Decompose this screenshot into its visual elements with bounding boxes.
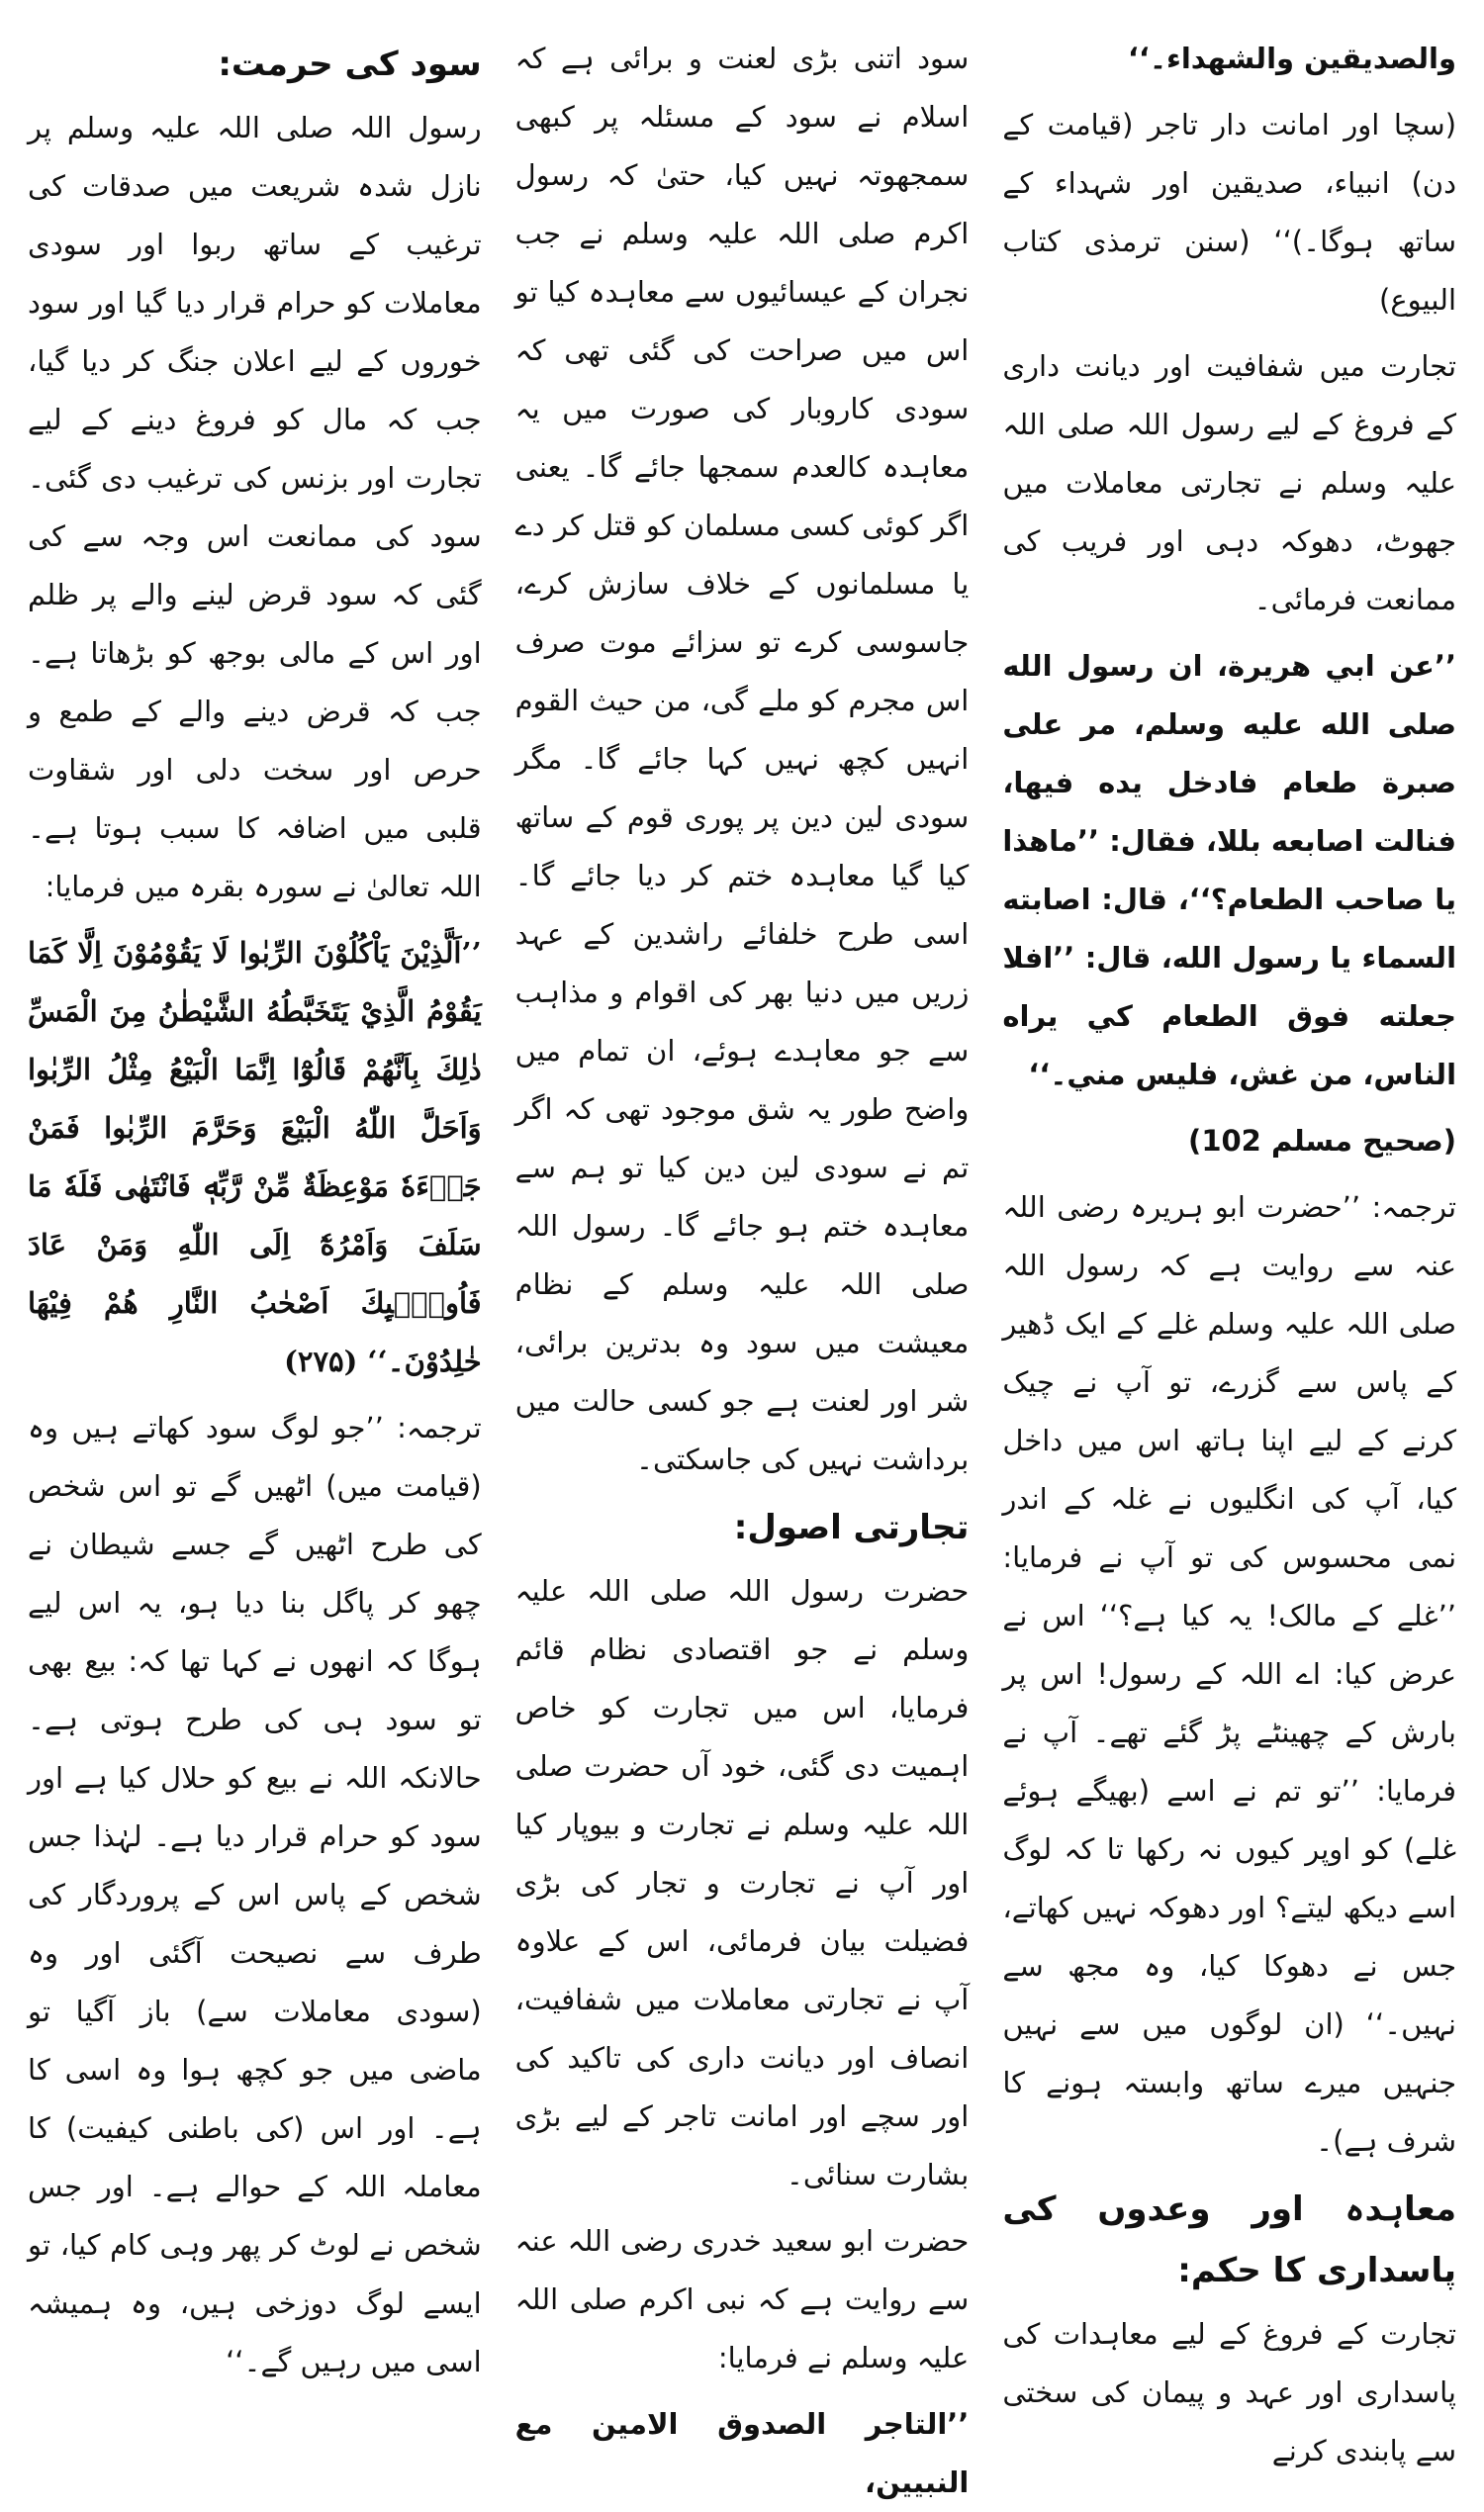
- paragraph: حضرت رسول اللہ صلی اللہ علیہ وسلم نے جو اقتصادی نظام قائم فرمایا، اس میں تجارت کو خاص اہمیت دی گئی، خود آں حضرت صلی اللہ علیہ وسلم نے تجارت و بیوپار کیا اور آپ نے تجارت و تجار کی بڑی فضیلت بیان فرمائی، اس کے علاوہ آپ نے تجارتی معاملات میں شفافیت، انصاف اور دیانت داری کی تاکید کی اور سچے اور امانت تاجر کے لیے بڑی بشارت سنائی۔: [514, 1574, 970, 2191]
- column-right: [28, 30, 482, 2378]
- quran-verse: ’’اَلَّذِيْنَ يَاْكُلُوْنَ الرِّبٰوا لَا يَقُوْمُوْنَ اِلَّا كَمَا يَقُوْمُ الَّذِيْ يَتَخَبَّطُهُ الشَّيْطٰنُ مِنَ الْمَسِّ ذٰلِكَ بِاَنَّهُمْ قَالُوْٓا اِنَّمَا الْبَيْعُ مِثْلُ الرِّبٰوا وَاَحَلَّ اللّٰهُ الْبَيْعَ وَحَرَّمَ الرِّبٰوا فَمَنْ جَاۗءَهٗ مَوْعِظَةٌ مِّنْ رَّبِّهٖ فَانْتَهٰى فَلَهٗ مَا سَلَفَ وَاَمْرُهٗٓ اِلَى اللّٰهِ وَمَنْ عَادَ فَاُولٰۗىِٕكَ اَصْحٰبُ النَّارِ هُمْ فِيْهَا خٰلِدُوْنَ۔‘‘ (۲۷۵): [28, 936, 482, 1378]
- paragraph: (سچا اور امانت دار تاجر (قیامت کے دن) انبیاء، صدیقین اور شہداء کے ساتھ ہوگا۔)‘‘ (سنن ترمذی کتاب البیوع): [1002, 108, 1457, 317]
- column-middle: [514, 30, 970, 2499]
- paragraph: ترجمہ: ’’جو لوگ سود کھاتے ہیں وہ (قیامت میں) اٹھیں گے تو اس شخص کی طرح اٹھیں گے جسے شیطان نے چھو کر پاگل بنا دیا ہو، یہ اس لیے ہوگا کہ انھوں نے کہا تھا کہ: بیع بھی تو سود ہی کی طرح ہوتی ہے۔ حالانکہ اللہ نے بیع کو حلال کیا ہے اور سود کو حرام قرار دیا ہے۔ لہٰذا جس شخص کے پاس اس کے پروردگار کی طرف سے نصیحت آگئی اور وہ (سودی معاملات سے) باز آگیا تو ماضی میں جو کچھ ہوا وہ اسی کا ہے۔ اور اس (کی باطنی کیفیت) کا معاملہ اللہ کے حوالے ہے۔ اور جس شخص نے لوٹ کر پھر وہی کام کیا، تو ایسے لوگ دوزخی ہیں، وہ ہمیشہ اسی میں رہیں گے۔‘‘: [28, 1411, 482, 2378]
- paragraph: رسول اللہ صلی اللہ علیہ وسلم پر نازل شدہ شریعت میں صدقات کی ترغیب کے ساتھ ربوا اور سودی معاملات کو حرام قرار دیا گیا اور سود خوروں کے لیے اعلان جنگ کر دیا گیا، جب کہ مال کو فروغ دینے کے لیے تجارت اور بزنس کی ترغیب دی گئی۔ سود کی ممانعت اس وجہ سے کی گئی کہ سود قرض لینے والے پر ظلم اور اس کے مالی بوجھ کو بڑھاتا ہے۔ جب کہ قرض دینے والے کے طمع و حرص اور سخت دلی اور شقاوت قلبی میں اضافہ کا سبب ہوتا ہے۔ اللہ تعالیٰ نے سورہ بقرہ میں فرمایا:: [28, 111, 482, 903]
- column-left: [1002, 30, 1457, 2467]
- section-heading: تجارتی اصول:: [733, 1508, 970, 1547]
- paragraph: سود اتنی بڑی لعنت و برائی ہے کہ اسلام نے سود کے مسئلہ پر کبھی سمجھوتہ نہیں کیا، حتیٰ کہ رسول اکرم صلی اللہ علیہ وسلم نے جب نجران کے عیسائیوں سے معاہدہ کیا تو اس میں صراحت کی گئی تھی کہ سودی کاروبار کی صورت میں یہ معاہدہ کالعدم سمجھا جائے گا۔ یعنی اگر کوئی کسی مسلمان کو قتل کر دے یا مسلمانوں کے خلاف سازش کرے، جاسوسی کرے تو سزائے موت صرف اس مجرم کو ملے گی، من حیث القوم انہیں کچھ نہیں کہا جائے گا۔ مگر سودی لین دین پر پوری قوم کے ساتھ کیا گیا معاہدہ ختم کر دیا جائے گا۔ اسی طرح خلفائے راشدین کے عہد زریں میں دنیا بھر کی اقوام و مذاہب سے جو معاہدے ہوئے، ان تمام میں واضح طور یہ شق موجود تھی کہ اگر تم نے سودی لین دین کیا تو ہم سے معاہدہ ختم ہو جائے گا۔ رسول اللہ صلی اللہ علیہ وسلم کے نظام معیشت میں سود وہ بدترین برائی، شر اور لعنت ہے جو کسی حالت میں برداشت نہیں کی جاسکتی۔: [514, 42, 970, 1476]
- paragraph: تجارت کے فروغ کے لیے معاہدات کی پاسداری اور عہد و پیمان کی سختی سے پابندی کرنے: [1002, 2317, 1457, 2467]
- paragraph: ترجمہ: ’’حضرت ابو ہریرہ رضی اللہ عنہ سے روایت ہے کہ رسول اللہ صلی اللہ علیہ وسلم غلے کے ایک ڈھیر کے پاس سے گزرے، تو آپ نے چیک کرنے کے لیے اپنا ہاتھ اس میں داخل کیا، آپ کی انگلیوں نے غلہ کے اندر نمی محسوس کی تو آپ نے فرمایا: ’’غلے کے مالک! یہ کیا ہے؟‘‘ اس نے عرض کیا: اے اللہ کے رسول! اس پر بارش کے چھینٹے پڑ گئے تھے۔ آپ نے فرمایا: ’’تو تم نے اسے (بھیگے ہوئے غلے) کو اوپر کیوں نہ رکھا تا کہ لوگ اسے دیکھ لیتے؟ اور دھوکہ نہیں کھاتے، جس نے دھوکا کیا، وہ مجھ سے نہیں۔‘‘ (ان لوگوں میں سے نہیں جنہیں میرے ساتھ وابستہ ہونے کا شرف ہے)۔: [1002, 1190, 1457, 2158]
- section-heading: معاہدہ اور وعدوں کی پاسداری کا حکم:: [1002, 2189, 1457, 2290]
- reference: (صحیح مسلم 102): [1188, 1124, 1457, 1158]
- paragraph: تجارت میں شفافیت اور دیانت داری کے فروغ کے لیے رسول اللہ صلی اللہ علیہ وسلم نے تجارتی معاملات میں جھوٹ، دھوکہ دہی اور فریب کی ممانعت فرمائی۔: [1002, 349, 1457, 616]
- arabic-hadith: ’’عن ابي هريرة، ان رسول الله صلی الله عليه وسلم، مر علی صبرة طعام فادخل يده فيها، فنالت اصابعه بللا، فقال: ’’ماهذا يا صاحب الطعام؟‘‘، قال: اصابته السماء يا رسول الله، قال: ’’افلا جعلته فوق الطعام كي يراه الناس، من غش، فليس مني۔‘‘: [1002, 649, 1457, 1091]
- paragraph: حضرت ابو سعید خدری رضی اللہ عنہ سے روایت ہے کہ نبی اکرم صلی اللہ علیہ وسلم نے فرمایا:: [514, 2224, 970, 2374]
- arabic-hadith: والصديقين والشهداء۔‘‘: [1127, 42, 1457, 75]
- arabic-hadith: ’’التاجر الصدوق الامين مع النبيين،: [514, 2407, 970, 2499]
- section-heading: سود کی حرمت:: [218, 45, 482, 84]
